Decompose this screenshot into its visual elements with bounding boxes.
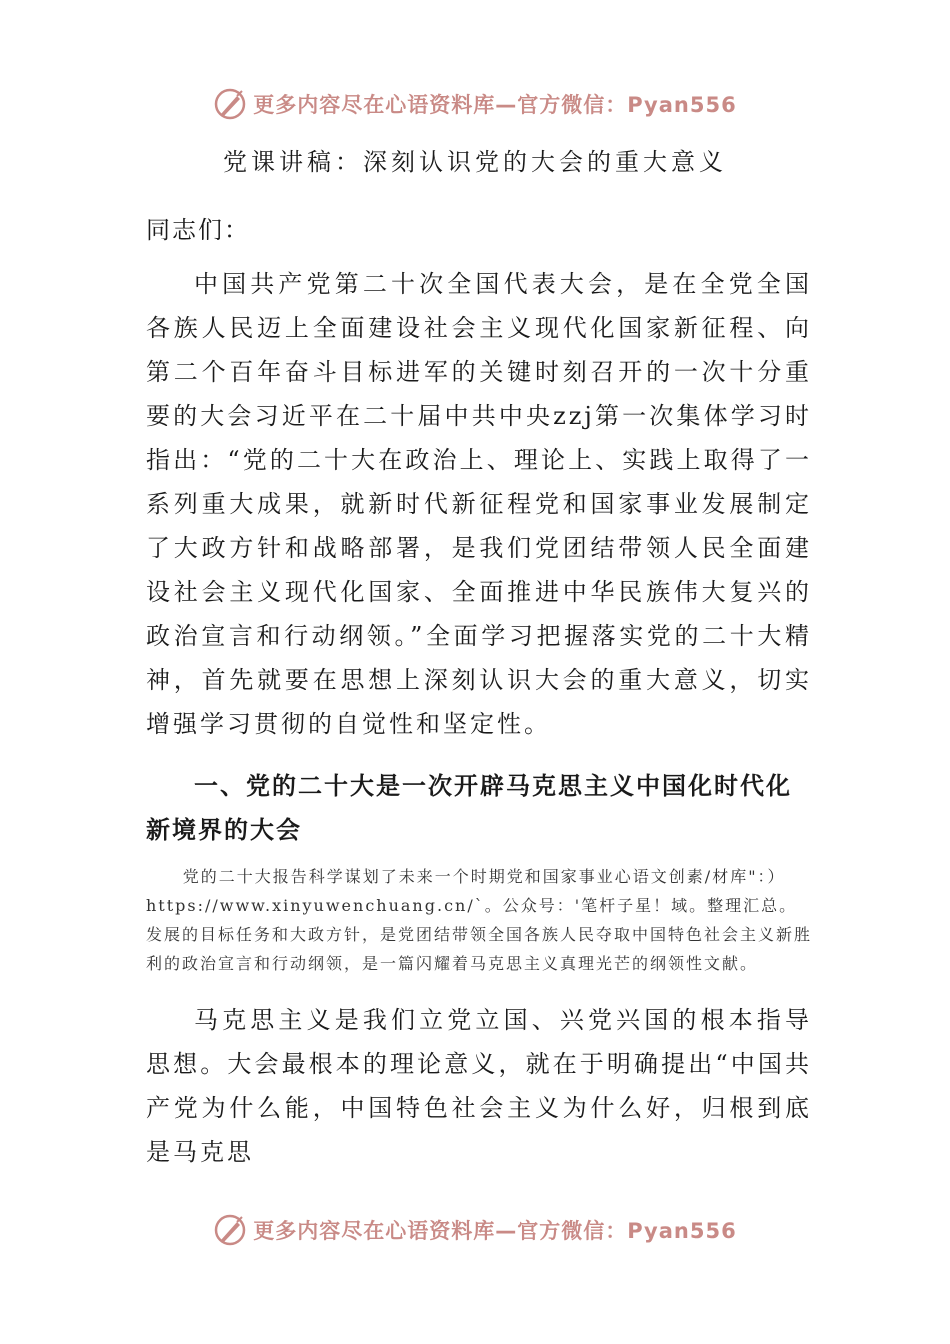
watermark-text: 更多内容尽在心语资料库—官方微信：Pyan556: [253, 1219, 737, 1243]
section-heading-1: 一、党的二十大是一次开辟马克思主义中国化时代化新境界的大会: [146, 772, 792, 844]
quill-logo-icon: [213, 1213, 247, 1247]
footer-watermark-banner: [0, 1210, 950, 1250]
greeting: 同志们：: [146, 216, 250, 244]
document-title: 党课讲稿：深刻认识党的大会的重大意义: [223, 148, 727, 176]
header-watermark-banner: [0, 84, 950, 124]
paragraph-small-note: 党的二十大报告科学谋划了未来一个时期党和国家事业心语文创素/材库"：）https://www.xinyuwenchuang.cn/`。公众号：'笔杆子星！域。整理汇总。发展的目标任务和大政方针，是党团结带领全国各族人民夺取中国特色社会主义新胜利的政治宣言和行动纲领，是一篇闪耀着马克思主义真理光芒的纲领性文献。: [146, 867, 813, 973]
document-body: [146, 208, 812, 1174]
quill-logo-icon: [213, 87, 247, 121]
paragraph-marxism: 马克思主义是我们立党立国、兴党兴国的根本指导思想。大会最根本的理论意义，就在于明确提出“中国共产党为什么能，中国特色社会主义为什么好，归根到底是马克思: [146, 1006, 812, 1166]
paragraph-intro: 中国共产党第二十次全国代表大会，是在全党全国各族人民迈上全面建设社会主义现代化国家新征程、向第二个百年奋斗目标进军的关键时刻召开的一次十分重要的大会习近平在二十届中共中央zzj第一次集体学习时指出：“党的二十大在政治上、理论上、实践上取得了一系列重大成果，就新时代新征程党和国家事业发展制定了大政方针和战略部署，是我们党团结带领人民全面建设社会主义现代化国家、全面推进中华民族伟大复兴的政治宣言和行动纲领。”全面学习把握落实党的二十大精神，首先就要在思想上深刻认识大会的重大意义，切实增强学习贯彻的自觉性和坚定性。: [146, 270, 812, 738]
watermark-text: 更多内容尽在心语资料库—官方微信：Pyan556: [253, 93, 737, 117]
